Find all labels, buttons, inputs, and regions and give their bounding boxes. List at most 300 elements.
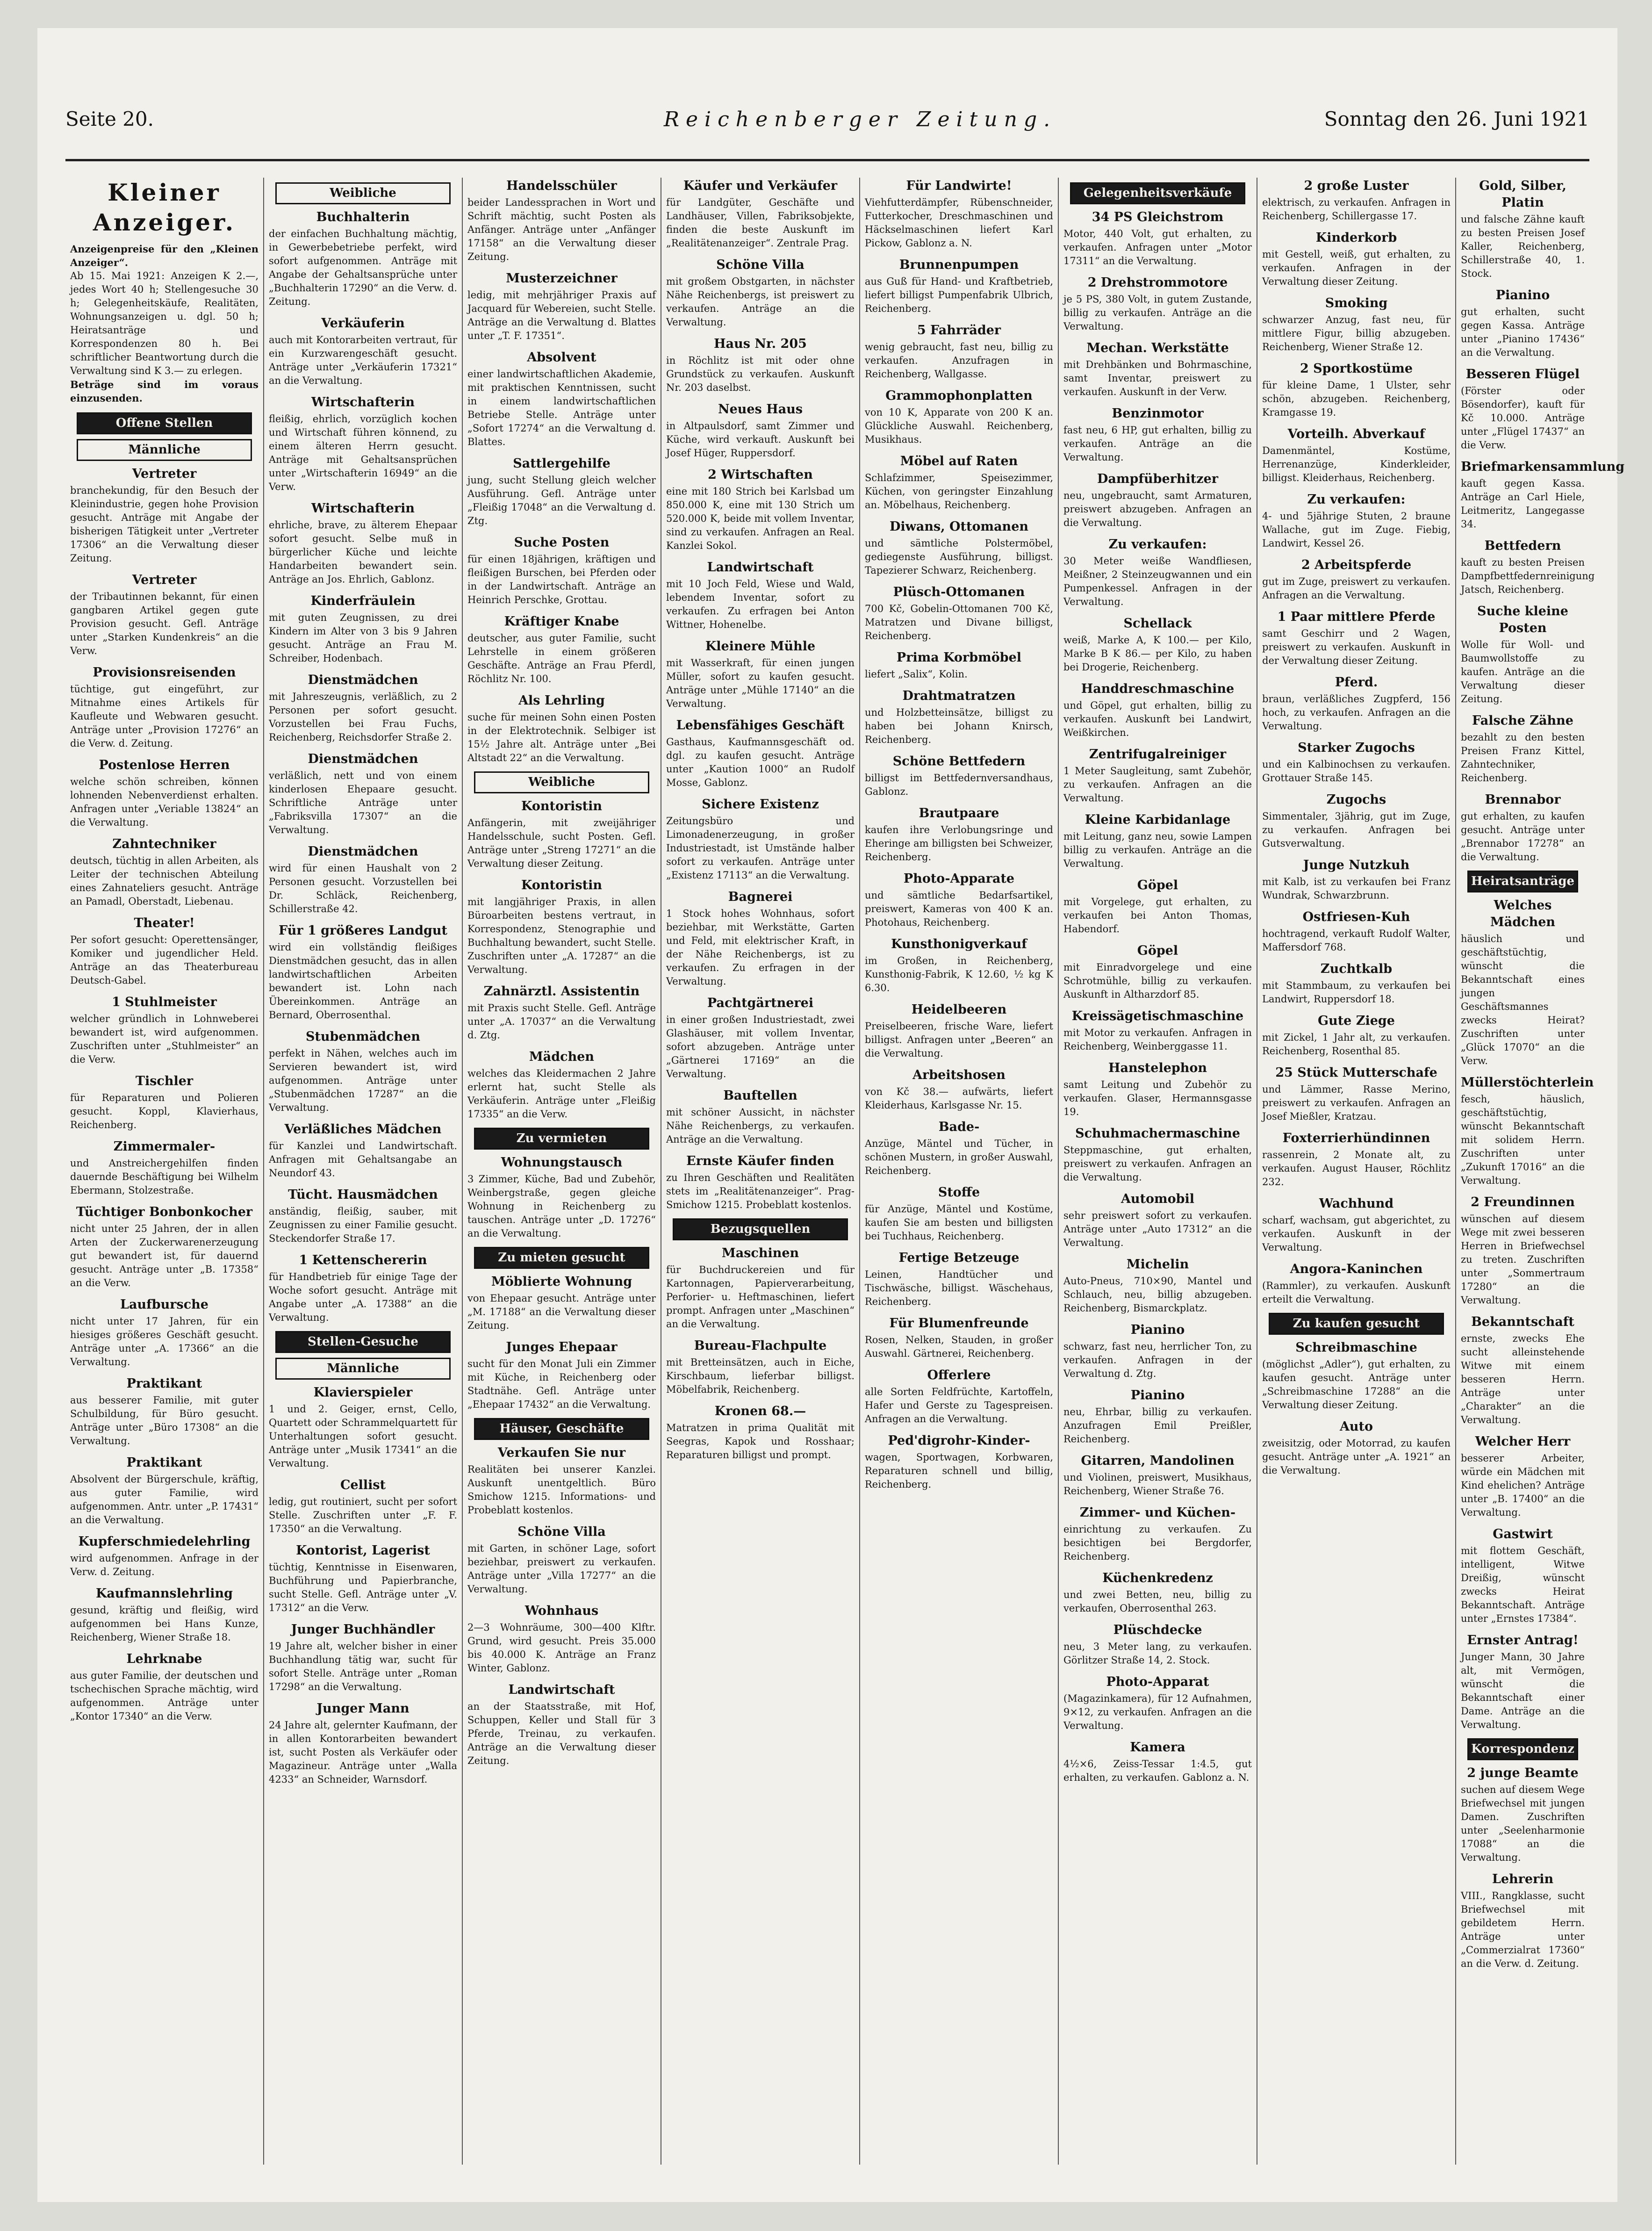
classified-ad [865,1250,1053,1309]
ad-body: perfekt in Nähen, welches auch im Servieren bewandert ist, wird aufgenommen. Anträge unter „Stubenmädchen 17287“ an die Verwaltung. [269,1048,457,1113]
ad-body: Simmentaler, 3jährig, gut im Zuge, zu verkaufen. Anfragen bei Gutsverwaltung. [1262,811,1451,849]
ad-heading: Maschinen [721,1246,799,1260]
ad-heading: Gute Ziege [1318,1014,1395,1028]
ad-body: wünschen auf diesem Wege mit zwei besseren Herren in Briefwechsel zu treten. Zuschriften unter „Sommertraum 17280“ an die Verwaltung. [1461,1213,1585,1306]
classified-ad [1063,274,1252,333]
ad-heading: Vertreter [132,573,197,587]
classified-ad [1461,1765,1585,1864]
ad-heading: Pianino [1130,1388,1185,1403]
ad-heading: Schöne Villa [517,1525,606,1539]
ad-body: mit langjähriger Praxis, in allen Büroarbeiten bestens vertraut, in Korrespondenz, Stenographie und Buchhaltung bewandert, sucht Stelle. Zuschriften unter „A. 17287“ an die Verwaltung. [467,896,656,975]
classified-ad [467,178,656,264]
ad-heading: Zimmermaler- [113,1139,215,1154]
ad-body: ledig, mit mehrjähriger Praxis auf Jacquard für Webereien, sucht Stelle. Anträge an die Verwaltung d. Blattes unter „T. F. 17351“. [467,289,656,341]
classified-ad [467,455,656,528]
section-header-zu-mieten-gesucht: Zu mieten gesucht [474,1247,649,1269]
ad-body: deutscher, aus guter Familie, sucht Lehrstelle in einem größeren Geschäfte. Anträge an Frau Pferdl, Röchlitz Nr. 100. [467,633,656,684]
classified-ad [1063,877,1252,936]
ad-heading: 1 Kettenschererin [299,1253,427,1267]
ad-heading: Offerlere [927,1368,991,1382]
section-header-heiratsantraege: Heiratsanträge [1467,871,1578,892]
classified-ad [865,871,1053,929]
header-rule [65,159,1589,161]
section-header-zu-kaufen-gesucht: Zu kaufen gesucht [1269,1313,1444,1335]
ad-body: Anfängerin, mit zweijähriger Handelsschule, sucht Posten. Gefl. Anträge unter „Streng 17271“ an die Verwaltung dieser Zeitung. [467,817,656,869]
ad-body: einrichtung zu verkaufen. Zu besichtigen bei Bergdorfer, Reichenberg. [1063,1524,1252,1562]
ad-body: scharf, wachsam, gut abgerichtet, zu verkaufen. Auskunft in der Verwaltung. [1262,1215,1451,1253]
classified-ad [1063,1622,1252,1667]
classified-ad [1262,1339,1451,1412]
ad-heading: Bekanntschaft [1471,1315,1574,1329]
classified-ad [1262,1013,1451,1058]
classified-ad [1461,287,1585,360]
ad-heading: 1 Paar mittlere Pferde [1277,610,1436,624]
classified-ad [467,877,656,977]
ad-body: verläßlich, nett und von einem kinderlosen Ehepaare gesucht. Schriftliche Anträge unter „Fabriksvilla 17307“ an die Verwaltung. [269,770,457,835]
classified-ad [1461,1871,1585,1971]
classified-ad [467,1154,656,1240]
ad-heading: Zahntechniker [112,837,216,851]
ad-heading: Kontoristin [521,799,603,813]
ad-body: Per sofort gesucht: Operettensänger, Komiker und jugendlicher Held. Anträge an das Theaterbureau Deutsch-Gabel. [70,934,259,986]
classified-ad [70,1533,259,1579]
ad-body: der einfachen Buchhaltung mächtig, in Gewerbebetriebe perfekt, wird sofort aufgenommen. Anträge mit Angabe der Gehaltsansprüche unter „Buchhalterin 17290“ an die Verw. d. Zeitung. [269,228,457,307]
classified-ad [269,1252,457,1324]
ad-heading: Wirtschafterin [311,501,415,516]
classified-ad [467,1445,656,1517]
classified-ad [666,995,855,1081]
ad-body: und Lämmer, Rasse Merino, preiswert zu verkaufen. Anfragen an Josef Mießler, Kratzau. [1262,1084,1451,1122]
ad-body: Absolvent der Bürgerschule, kräftig, aus guter Familie, wird aufgenommen. Antr. unter „P. 17431“ an die Verwaltung. [70,1474,259,1526]
ad-body: wird aufgenommen. Anfrage in der Verw. d. Zeitung. [70,1553,259,1577]
section-header-zu-vermieten: Zu vermieten [474,1128,649,1150]
ad-body: (Förster oder Bösendorfer), kauft für Kč 10.000. Anträge unter „Flügel 17437“ an die Verw. [1461,385,1585,451]
ad-body: schwarz, fast neu, herrlicher Ton, zu verkaufen. Anfragen in der Verwaltung d. Ztg. [1063,1341,1252,1379]
column-7 [1257,178,1456,2165]
ad-heading: Zentrifugalreiniger [1089,747,1227,762]
column-6 [1059,178,1257,2165]
classified-ad [1461,459,1625,531]
classified-ad [1461,178,1585,281]
ad-heading: Haus Nr. 205 [714,337,807,351]
ad-heading: Stubenmädchen [305,1029,421,1044]
classified-ad [467,349,656,449]
column-3 [463,178,661,2165]
classified-ad [1262,609,1451,668]
ad-heading: Zu verkaufen: [1108,537,1207,552]
classified-ad [70,757,259,829]
classified-ad [1063,1674,1252,1733]
ad-heading: Kamera [1130,1740,1185,1755]
classified-ad [666,1153,855,1212]
ad-body: für kleine Dame, 1 Ulster, sehr schön, abzugeben. Reichenberg, Kramgasse 19. [1262,380,1451,418]
ad-heading: Auto [1339,1419,1373,1434]
ad-heading: Verläßliches Mädchen [284,1122,442,1137]
ad-body: für einen 18jährigen, kräftigen und fleißigen Burschen, bei Pferden oder in der Landwirtschaft. Anträge an Heinrich Perschke, Grottau. [467,554,656,605]
ad-body: samt Leitung und Zubehör zu verkaufen. Glaser, Hermannsgasse 19. [1063,1079,1252,1117]
classified-ad [865,178,1053,250]
ad-body: wenig gebraucht, fast neu, billig zu verkaufen. Anzufragen in Reichenberg, Wallgasse. [865,341,1053,380]
classified-ad [865,1067,1053,1112]
ad-heading: Tischler [135,1074,194,1088]
ad-heading: Fertige Betzeuge [898,1251,1020,1265]
ad-heading: Für Blumenfreunde [889,1316,1029,1331]
classified-ad [70,664,259,750]
ad-heading: Postenlose Herren [99,758,230,772]
page-header [65,108,1589,150]
ad-body: sucht für den Monat Juli ein Zimmer mit Küche, in Reichenberg oder Stadtnähe. Gefl. Anträge unter „Ehepaar 17432“ an die Verwaltung. [467,1358,656,1410]
section-header-haeuser-geschaefte: Häuser, Geschäfte [474,1418,649,1440]
classified-ad [666,178,855,250]
classified-ad [666,1403,855,1462]
ad-heading: Kreissägetischmaschine [1071,1009,1244,1023]
classified-ad [865,1367,1053,1426]
classified-ad [865,453,1053,512]
ad-heading: Stoffe [938,1185,980,1200]
classified-ad [1262,674,1451,733]
ad-body: rassenrein, 2 Monate alt, zu verkaufen. August Hauser, Röchlitz 232. [1262,1149,1451,1187]
column-4 [661,178,860,2165]
ad-heading: Lebensfähiges Geschäft [676,718,845,733]
ad-heading: Plüschdecke [1113,1623,1202,1637]
classified-ad [1461,712,1585,785]
section-subheader-weibliche: Weibliche [275,182,451,204]
section-subheader-weibliche: Weibliche [474,771,649,793]
ad-heading: Praktikant [126,1376,202,1391]
ad-heading: Dienstmädchen [308,844,418,859]
ad-body: in Altpaulsdorf, samt Zimmer und Küche, wird verkauft. Auskunft bei Josef Hüger, Ruppersdorf. [666,420,855,459]
ad-body: ernste, zwecks Ehe sucht alleinstehende Witwe mit einem besseren Herrn. Anträge unter „Charakter“ an die Verwaltung. [1461,1333,1585,1425]
newspaper-title: Reichenberger Zeitung. [663,108,1057,131]
ad-body: Steppmaschine, gut erhalten, preiswert zu verkaufen. Anfragen an die Verwaltung. [1063,1144,1252,1183]
ad-body: mit Gestell, weiß, gut erhalten, zu verkaufen. Anfragen in der Verwaltung dieser Zeitung. [1262,249,1451,287]
classified-ad [1461,1074,1594,1187]
ad-body: aus guter Familie, der deutschen und tschechischen Sprache mächtig, wird aufgenommen. Anträge unter „Kontor 17340“ an die Verw. [70,1670,259,1722]
ad-body: ehrliche, brave, zu älterem Ehepaar sofort gesucht. Selbe muß in bürgerlicher Küche und leichte Handarbeiten bewandert sein. Anträge an Jos. Ehrlich, Gablonz. [269,519,457,585]
ad-body: welches das Kleidermachen 2 Jahre erlernt hat, sucht Stelle als Verkäuferin. Anträge unter „Fleißig 17335“ an die Verw. [467,1068,656,1120]
ad-heading: Photo-Apparat [1106,1675,1209,1689]
ad-body: braun, verläßliches Zugpferd, 156 hoch, zu verkaufen. Anfragen an die Verwaltung. [1262,693,1451,732]
classified-ad [666,1338,855,1396]
classified-ad [269,1029,457,1115]
ad-body: nicht unter 25 Jahren, der in allen Arten der Zuckerwarenerzeugung gut bewandert ist, für dauernd gesucht. Anträge unter „B. 17358“ an die Verw. [70,1223,259,1288]
classified-ad [1262,295,1451,354]
ad-heading: Gitarren, Mandolinen [1081,1454,1235,1468]
ad-body: mit Leitung, ganz neu, sowie Lampen billig zu verkaufen. Anträge an die Verwaltung. [1063,831,1252,869]
classified-ad [1262,1195,1451,1254]
ad-heading: Wohnhaus [524,1604,599,1618]
ad-body: und sämtliche Bedarfsartikel, preiswert, Kameras von 400 K an. Photohaus, Reichenberg. [865,890,1053,928]
ad-heading: Lehrknabe [126,1652,202,1666]
page-number: Seite 20. [65,108,154,130]
classified-ad [1063,1256,1252,1315]
classified-ad [467,1682,656,1768]
ad-body: Preiselbeeren, frische Ware, liefert billigst. Anfragen unter „Beeren“ an die Verwaltung. [865,1021,1053,1059]
ad-body: mit Motor zu verkaufen. Anfragen in Reichenberg, Weinberggasse 11. [1063,1027,1252,1052]
classified-ad [269,1621,457,1694]
ad-heading: Dampfüberhitzer [1097,472,1218,486]
classified-ad [865,936,1053,995]
classified-ad [1262,909,1451,954]
classified-ad [467,1339,656,1411]
classified-ad [1262,1065,1451,1123]
ad-body: mit Praxis sucht Stelle. Gefl. Anträge unter „A. 17037“ an die Verwaltung d. Ztg. [467,1002,656,1041]
ad-body: und Holzbetteinsätze, billigst zu haben bei Johann Knirsch, Reichenberg. [865,707,1053,745]
classified-ad [1063,681,1252,740]
ad-heading: Grammophonplatten [885,389,1033,403]
classified-ad [1262,178,1451,223]
ad-body: für Reparaturen und Polieren gesucht. Koppl, Klavierhaus, Reichenberg. [70,1092,259,1130]
price-body: Ab 15. Mai 1921: Anzeigen K 2.—, jedes Wort 40 h; Stellengesuche 30 h; Gelegenheitskäufe, Realitäten, Wohnungsanzeigen u. dgl. 50 h; Heiratsanträge und Korrespondenzen 80 h. Bei schriftlicher Beantwortung durch die Verwaltung sind K 3.— zu erlegen. [70,270,259,376]
ad-body: gesund, kräftig und fleißig, wird aufgenommen bei Hans Kunze, Reichenberg, Wiener Straße 18. [70,1605,259,1643]
ad-heading: Wohnungstausch [501,1155,623,1170]
ad-body: fleißig, ehrlich, vorzüglich kochen und Wirtschaft führen könnend, zu einem älteren Herrn gesucht. Anträge mit Gehaltsansprüchen unter „Wirtschafterin 16949“ an die Verw. [269,413,457,492]
ad-body: mit Einradvorgelege und eine Schrotmühle, billig zu verkaufen. Auskunft in Altharzdorf 85. [1063,962,1252,1000]
ad-heading: Suche Posten [514,535,610,550]
section-header-korrespondenz: Korrespondenz [1467,1738,1578,1760]
ad-heading: Wirtschafterin [311,395,415,410]
ad-heading: Für 1 größeres Landgut [279,923,447,938]
ad-body: je 5 PS, 380 Volt, in gutem Zustande, billig zu verkaufen. Anträge an die Verwaltung. [1063,294,1252,332]
classified-ad [269,1187,457,1245]
classified-ad [269,593,457,665]
classified-ad [1063,1322,1252,1381]
ad-heading: Küchenkredenz [1102,1571,1213,1585]
classified-ad [467,613,656,686]
ad-heading: Vertreter [132,467,197,481]
ad-heading: Kupferschmiedelehrling [78,1534,251,1549]
ad-body: Motor, 440 Volt, gut erhalten, zu verkaufen. Anfragen unter „Motor 17311“ an die Verwaltung. [1063,228,1252,266]
ad-heading: Buchhalterin [316,210,410,224]
section-header-offene-stellen: Offene Stellen [77,412,252,434]
ad-heading: 2 junge Beamte [1467,1766,1579,1780]
classified-ad [467,1603,656,1675]
ad-heading: Brennabor [1485,792,1561,807]
ad-heading: Schreibmaschine [1295,1340,1417,1355]
classified-ad [865,322,1053,381]
ad-heading: Theater! [134,916,195,930]
ad-body: gut erhalten, zu kaufen gesucht. Anträge unter „Brennabor 17278“ an die Verwaltung. [1461,811,1585,863]
classified-ad [666,638,855,711]
ad-body: neu, 3 Meter lang, zu verkaufen. Görlitzer Straße 14, 2. Stock. [1063,1641,1252,1666]
ad-body: 30 Meter weiße Wandfliesen, Meißner, 2 Steinzeugwannen und ein Pumpenkessel. Anfragen in der Verwaltung. [1063,555,1252,607]
ad-heading: Zahnärztl. Assistentin [483,984,640,999]
ad-body: und Göpel, gut erhalten, billig zu verkaufen. Auskunft bei Landwirt, Weißkirchen. [1063,700,1252,738]
ad-body: mit Vorgelege, gut erhalten, zu verkaufen bei Anton Thomas, Habendorf. [1063,896,1252,935]
classified-ad [666,889,855,988]
ad-body: 1 und 2. Geiger, ernst, Cello, Quartett oder Schrammelquartett für Unterhaltungen sofort gesucht. Anträge unter „Musik 17341“ an die Verwaltung. [269,1403,457,1469]
ad-body: elektrisch, zu verkaufen. Anfragen in Reichenberg, Schillergasse 17. [1262,197,1451,222]
classified-ad [269,672,457,744]
ad-body: mit 10 Joch Feld, Wiese und Wald, lebendem Inventar, sofort zu verkaufen. Zu erfragen bei Anton Wittner, Hohenelbe. [666,578,855,630]
ad-heading: Welcher Herr [1475,1434,1571,1449]
ad-heading: 2 Wirtschaften [708,468,813,482]
ad-heading: Bagnerei [728,890,793,904]
ad-body: hochtragend, verkauft Rudolf Walter, Maffersdorf 768. [1262,928,1451,953]
classified-ad [70,915,259,987]
ad-body: schwarzer Anzug, fast neu, für mittlere Figur, billig abzugeben. Reichenberg, Wiener Straße 12. [1262,314,1451,353]
ad-heading: Dienstmädchen [308,673,418,687]
classified-ad [865,388,1053,446]
ad-body: häuslich und geschäftstüchtig, wünscht die Bekanntschaft eines jungen Geschäftsmannes zwecks Heirat? Zuschriften unter „Glück 17070“ an die Verw. [1461,933,1585,1066]
classified-ad [1063,1387,1252,1446]
classified-ad [1262,961,1451,1006]
classified-ad [1262,1130,1451,1189]
ad-heading: Zu verkaufen: [1307,492,1406,507]
classified-ad [1063,1739,1252,1785]
section-header-bezugsquellen: Bezugsquellen [673,1218,848,1240]
ad-heading: Göpel [1137,943,1178,958]
ad-heading: Bureau-Flachpulte [694,1339,827,1353]
classified-ad [1063,471,1252,530]
ad-body: bezahlt zu den besten Preisen Franz Kittel, Zahntechniker, Reichenberg. [1461,732,1585,784]
ad-body: wagen, Sportwagen, Korbwaren, Reparaturen schnell und billig, Reichenberg. [865,1452,1053,1490]
ad-heading: Möblierte Wohnung [491,1274,632,1289]
ad-body: (Magazinkamera), für 12 Aufnahmen, 9×12, zu verkaufen. Anfragen an die Verwaltung. [1063,1693,1252,1731]
classified-ad [1063,1504,1252,1563]
ad-body: suche für meinen Sohn einen Posten in der Elektrotechnik. Selbiger ist 15½ Jahre alt. Anträge unter „Bei Altstadt 22“ an die Verwaltung. [467,712,656,763]
ad-heading: Mädchen [529,1050,595,1064]
ad-body: Zeitungsbüro und Limonadenerzeugung, in großer Industriestadt, ist Umstände halber sofort zu verkaufen. Anträge unter „Existenz 17113“ an die Verwaltung. [666,815,855,881]
classified-ad [467,534,656,607]
ad-heading: Kunsthonigverkauf [891,937,1027,951]
ad-heading: Absolvent [527,350,596,365]
classified-ad [70,836,259,908]
ad-heading: Schöne Bettfedern [892,754,1026,769]
classified-ad [1461,1433,1585,1519]
ad-body: und falsche Zähne kauft zu besten Preisen Josef Kaller, Reichenberg, Schillerstraße 40, 1. Stock. [1461,214,1585,279]
ad-heading: Smoking [1325,296,1388,310]
ad-heading: Schöne Villa [716,258,804,272]
ad-body: Viehfutterdämpfer, Rübenschneider, Futterkocher, Dreschmaschinen und Häckselmaschinen liefert Karl Pickow, Gablonz a. N. [865,197,1053,249]
ad-body: Damenmäntel, Kostüme, Herrenanzüge, Kinderkleider, billigst. Kleiderhaus, Reichenberg. [1262,445,1451,483]
ad-heading: 2 Sportkostüme [1300,361,1413,376]
classified-ad [865,805,1053,864]
ad-body: 24 Jahre alt, gelernter Kaufmann, der in allen Kontorarbeiten bewandert ist, sucht Posten als Verkäufer oder Magazineur. Anträge unter „Walla 4233“ an Schneider, Warnsdorf. [269,1720,457,1785]
ad-body: mit Jahreszeugnis, verläßlich, zu 2 Personen per sofort gesucht. Vorzustellen bei Frau Fuchs, Reichenberg, Reichsdorfer Straße 2. [269,691,457,743]
ad-heading: Briefmarkensammlung [1461,460,1625,474]
ad-body: VIII., Rangklasse, sucht Briefwechsel mit gebildetem Herrn. Anträge unter „Commerzialrat 17360“ an die Verw. d. Zeitung. [1461,1890,1585,1969]
classified-ad [1063,615,1252,674]
ad-heading: 2 Drehstrommotore [1087,275,1228,290]
ad-heading: Kleine Karbidanlage [1085,813,1231,827]
classified-ad [1063,405,1252,464]
ad-body: kauft gegen Kassa. Anträge an Carl Hiele, Leitmeritz, Langegasse 34. [1461,478,1585,530]
classified-ad [467,1524,656,1596]
ad-heading: Sattlergehilfe [513,456,611,471]
ad-heading: Drahtmatratzen [902,689,1016,703]
classified-ad [1063,1453,1252,1498]
ad-body: mit flottem Geschäft, intelligent, Witwe Dreißig, wünscht zwecks Heirat Bekanntschaft. Anträge unter „Ernstes 17384“. [1461,1545,1585,1624]
ad-body: mit Drehbänken und Bohrmaschine, samt Inventar, preiswert zu verkaufen. Auskunft in der Verw. [1063,359,1252,397]
section-subheader-maennliche: Männliche [275,1358,451,1380]
ad-body: kaufen ihre Verlobungsringe und Eheringe am billigsten bei Schweizer, Reichenberg. [865,824,1053,863]
ad-body: und ein Kalbinochsen zu verkaufen. Grottauer Straße 145. [1262,759,1451,784]
ad-body: der Tribautinnen bekannt, für einen gangbaren Artikel gegen gute Provision gesucht. Gefl. Anträge unter „Starken Kundenkreis“ an die Verw. [70,591,259,656]
issue-date: Sonntag den 26. Juni 1921 [1324,108,1589,130]
ad-body: eine mit 180 Strich bei Karlsbad um 850.000 K, eine mit 130 Strich um 520.000 K, beide mit vollem Inventar, sind zu verkaufen. Anfragen an Real. Kanzlei Sokol. [666,486,855,551]
classified-ad [1461,1194,1585,1307]
ad-body: (Rammler), zu verkaufen. Auskunft erteilt die Verwaltung. [1262,1280,1451,1305]
ad-body: besserer Arbeiter, würde ein Mädchen mit Kind ehelichen? Anträge unter „B. 17400“ an die Verwaltung. [1461,1453,1585,1518]
ad-heading: Schuhmachermaschine [1075,1126,1240,1141]
ad-heading: 1 Stuhlmeister [112,995,217,1009]
ad-heading: Praktikant [126,1455,202,1470]
ad-heading: Für Landwirte! [906,179,1012,193]
ad-body: mit schöner Aussicht, in nächster Nähe Reichenbergs, zu verkaufen. Anträge an die Verwaltung. [666,1107,855,1145]
ad-heading: 34 PS Gleichstrom [1092,210,1224,224]
ad-heading: Tücht. Hausmädchen [288,1187,438,1202]
classified-ad [1262,792,1451,850]
ad-body: für Buchdruckereien und für Kartonnagen, Papierverarbeitung, Perforier- u. Heftmaschinen, liefert prompt. Anfragen unter „Maschinen“ an die Verwaltung. [666,1264,855,1330]
classified-ad [1262,1261,1451,1306]
ad-heading: Landwirtschaft [508,1683,615,1697]
ad-heading: Brautpaare [919,806,999,820]
classified-ad [269,315,457,388]
ad-body: mit guten Zeugnissen, zu drei Kindern im Alter von 3 bis 9 Jahren gesucht. Anträge an Frau M. Schreiber, Hodenbach. [269,612,457,664]
ad-heading: Welches Mädchen [1490,898,1556,929]
ad-body: für Kanzlei und Landwirtschaft. Anfragen mit Gehaltsangabe an Neundorf 43. [269,1140,457,1179]
ad-heading: Gold, Silber, Platin [1479,179,1566,210]
classified-ad [666,401,855,460]
ad-heading: Wachhund [1319,1196,1394,1211]
classified-ad [269,394,457,494]
ad-body: alle Sorten Feldfrüchte, Kartoffeln, Hafer und Gerste zu Tagespreisen. Anfragen an die Verwaltung. [865,1386,1053,1425]
ad-body: mit Stammbaum, zu verkaufen bei Landwirt, Ruppersdorf 18. [1262,980,1451,1005]
ad-body: mit Kalb, ist zu verkaufen bei Franz Wundrak, Schwarzbrunn. [1262,876,1451,901]
ad-heading: Plüsch-Ottomanen [893,585,1025,599]
ad-heading: Bauftellen [723,1088,797,1103]
ad-body: mit Bretteinsätzen, auch in Eiche, Kirschbaum, lieferbar billigst. Möbelfabrik, Reichenberg. [666,1357,855,1395]
ad-body: liefert „Salix“, Kolin. [865,669,968,680]
ad-body: suchen auf diesem Wege Briefwechsel mit jungen Damen. Zuschriften unter „Seelenharmonie 17088“ an die Verwaltung. [1461,1784,1585,1863]
classified-ad [865,1315,1053,1360]
ad-heading: Schellack [1123,616,1192,631]
classified-ad [1461,897,1585,1068]
ad-heading: Falsche Zähne [1472,713,1573,728]
ad-heading: Verkäuferin [321,316,405,331]
ad-body: 1 Stock hohes Wohnhaus, sofort beziehbar, mit Werkstätte, Garten und Feld, mit elektrischer Kraft, in der Nähe Reichenbergs, ist zu verkaufen. Zu erfragen in der Verwaltung. [666,908,855,987]
ad-body: mit großem Obstgarten, in nächster Nähe Reichenbergs, ist preiswert zu verkaufen. Anträge an die Verwaltung. [666,276,855,328]
ad-body: 4- und 5jährige Stuten, 2 braune Wallache, gut im Zuge. Fiebig, Landwirt, Kessel 26. [1262,511,1451,549]
ad-body: für Anzüge, Mäntel und Kostüme, kaufen Sie am besten und billigsten bei Tuchhaus, Reichenberg. [865,1203,1053,1242]
ad-heading: Pferd. [1335,675,1378,690]
ad-heading: Landwirtschaft [707,560,814,575]
ad-body: tüchtig, Kenntnisse in Eisenwaren, Buchführung und Papierbranche, sucht Stelle. Gefl. Anträge unter „V. 17312“ an die Verw. [269,1562,457,1613]
ad-body: Matratzen in prima Qualität mit Seegras, Kapok und Rosshaar; Reparaturen billigst und prompt. [666,1422,855,1461]
classified-ad [269,500,457,586]
ad-body: Wolle für Woll- und Baumwollstoffe zu kaufen. Anträge an die Verwaltung dieser Zeitung. [1461,639,1585,705]
classified-ad [269,209,457,309]
classified-ad [1262,557,1451,602]
ad-heading: Als Lehrling [518,693,605,708]
ad-body: in Röchlitz ist mit oder ohne Grundstück zu verkaufen. Auskunft Nr. 203 daselbst. [666,355,855,393]
classified-ad [70,1138,259,1197]
classified-ad [865,518,1053,577]
ad-heading: Pachtgärtnerei [707,996,814,1010]
classified-ad [1461,366,1585,452]
column-1 [65,178,264,2165]
ad-heading: Ostfriesen-Kuh [1302,910,1410,924]
ad-body: welche schön schreiben, können lohnenden Nebenverdienst erhalten. Anfragen unter „Veriable 13824“ an die Verwaltung. [70,776,259,828]
ad-heading: Arbeitshosen [912,1068,1006,1082]
ad-heading: Mechan. Werkstätte [1086,341,1229,355]
classified-ad [1063,536,1252,609]
ad-heading: Handelsschüler [506,179,617,193]
classified-ad [467,798,656,871]
ad-body: einer landwirtschaftlichen Akademie, mit praktischen Kenntnissen, sucht in einem landwirtschaftlichen Betriebe Stelle. Anträge unter „Sofort 17274“ an die Verwaltung d. Blattes. [467,368,656,447]
ad-heading: Klavierspieler [313,1385,413,1400]
